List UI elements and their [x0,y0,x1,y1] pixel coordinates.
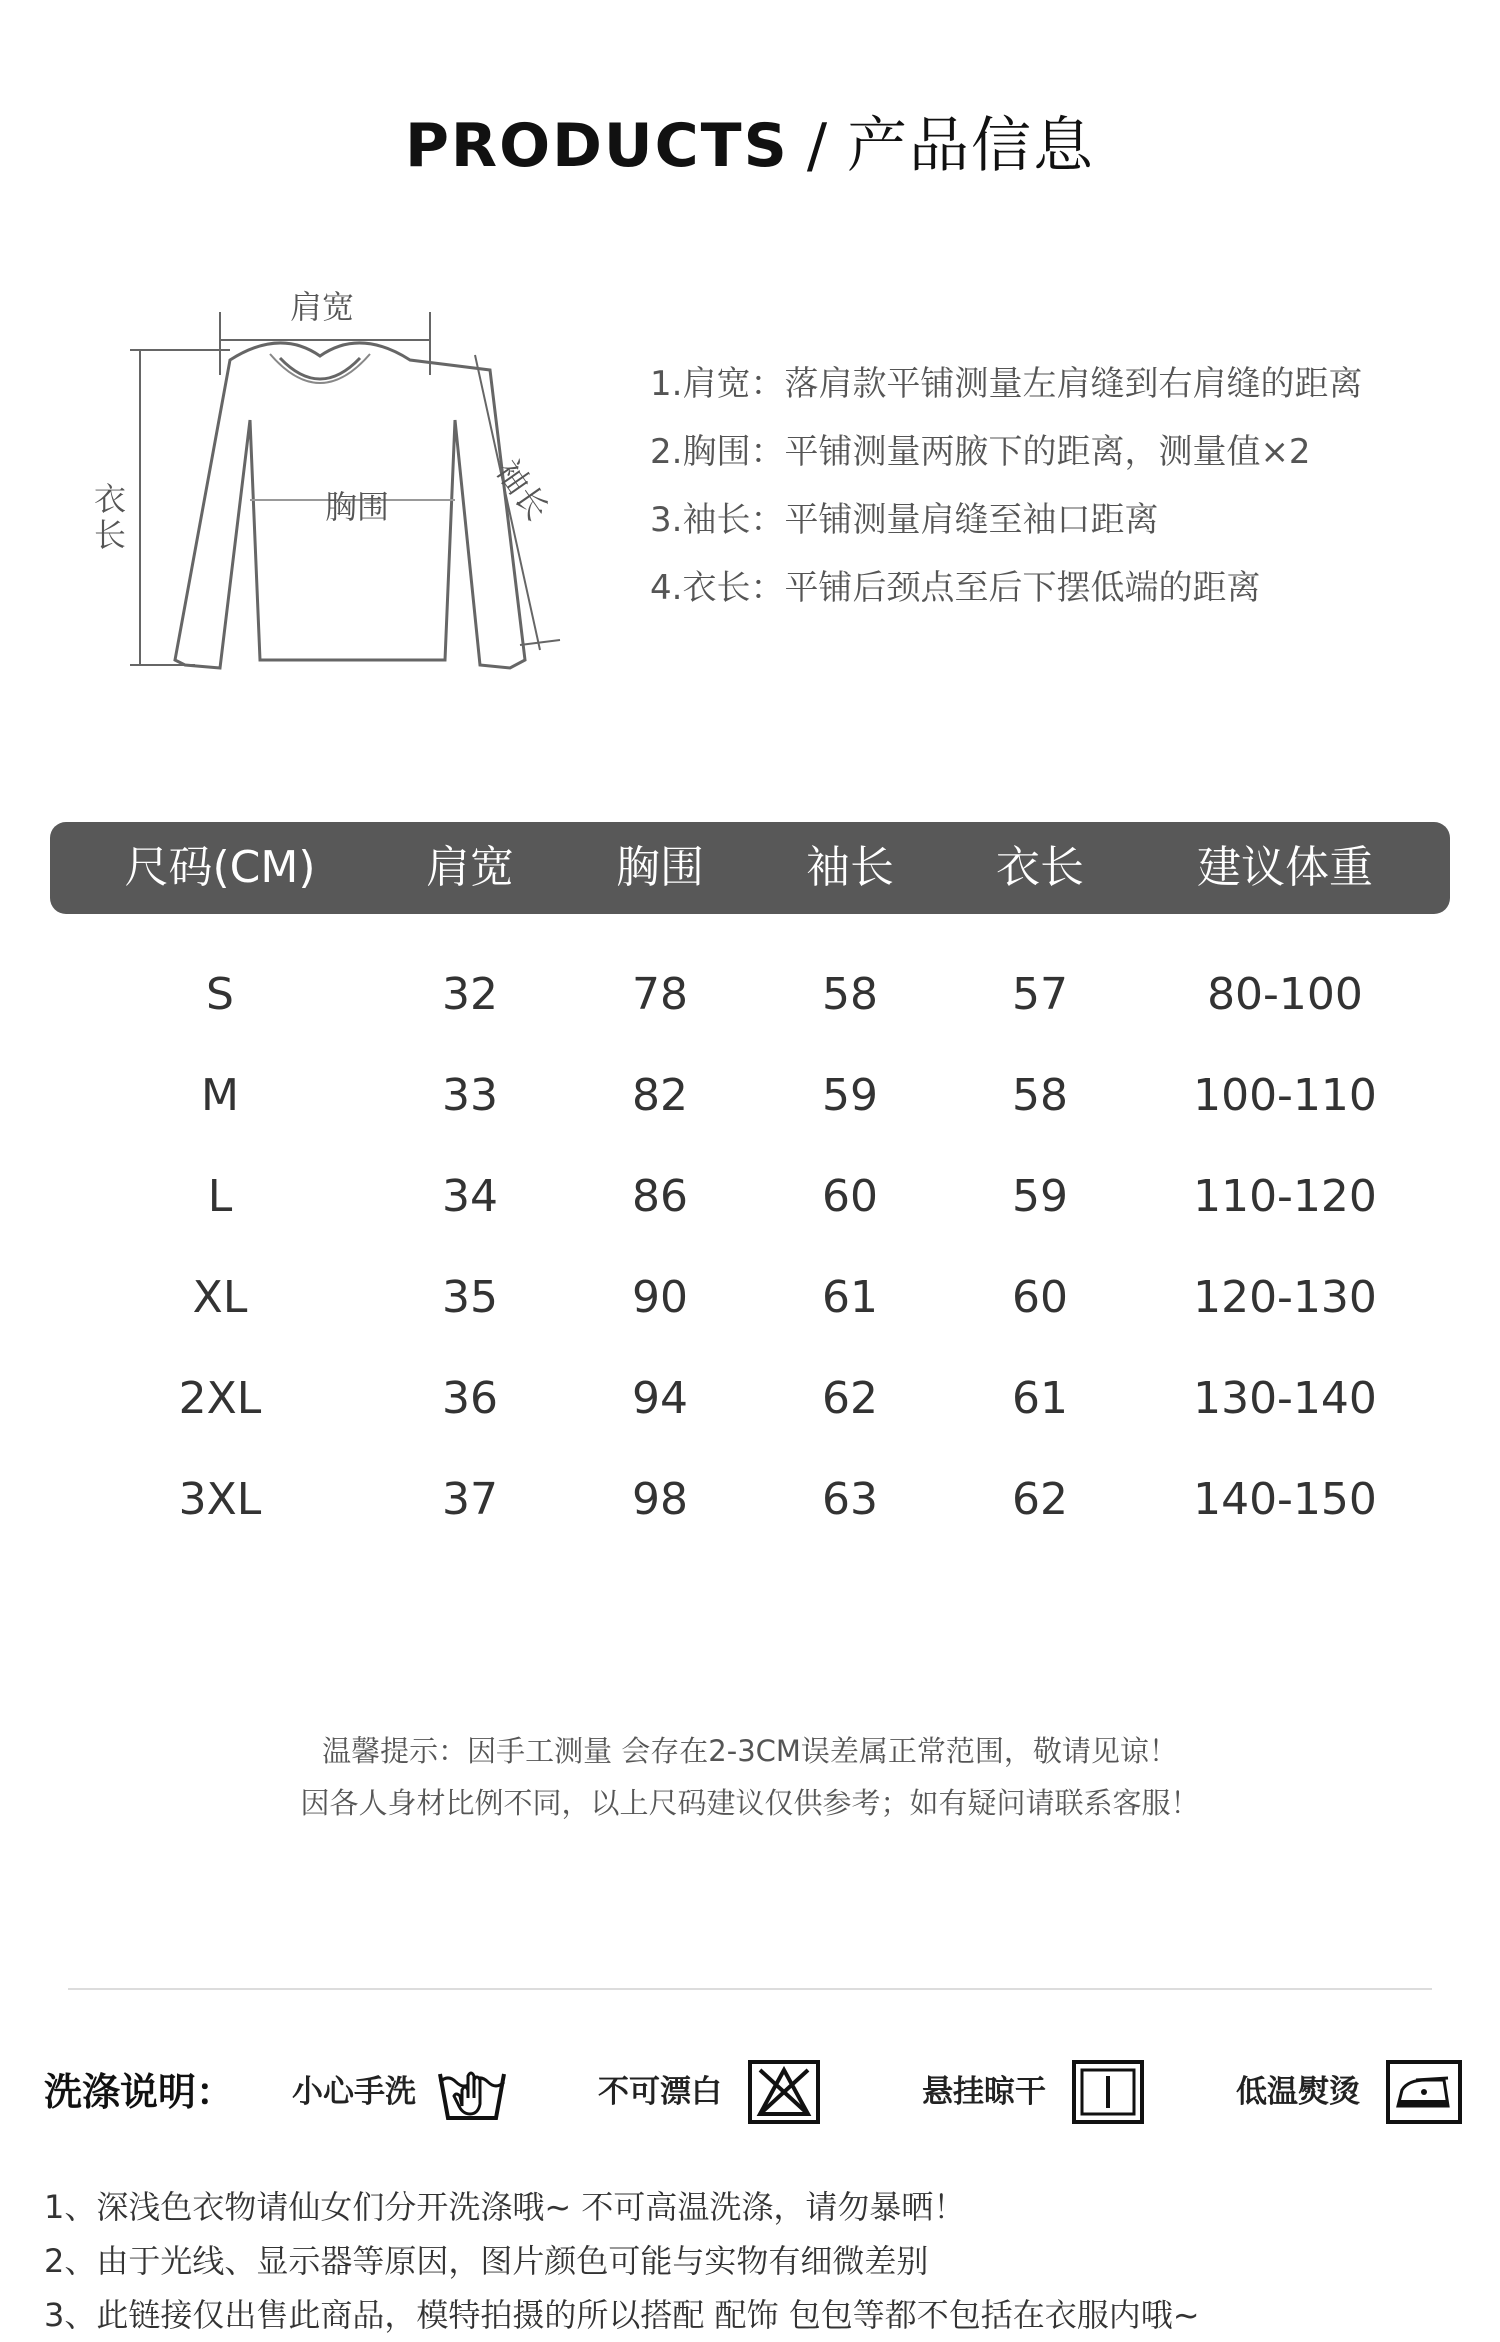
size-table-header [50,822,1450,914]
cell-shoulder: 36 [442,1373,498,1424]
cell-size: XL [192,1272,248,1323]
shoulder-width-label: 肩宽 [290,288,355,326]
cell-weight: 140-150 [1193,1474,1377,1525]
cell-chest: 94 [632,1373,688,1424]
title-chinese: 产品信息 [847,111,1096,181]
cell-sleeve: 62 [822,1373,878,1424]
header-shoulder: 肩宽 [426,842,514,893]
no-bleach-icon [748,2060,820,2124]
page-title [0,98,1500,184]
cell-shoulder: 32 [442,969,498,1020]
tip-line: 温馨提示：因手工测量 会存在2-3CM误差属正常范围，敬请见谅！ [322,1734,1178,1768]
cell-shoulder: 34 [442,1171,498,1222]
garment-measurement-diagram [80,270,600,690]
tip-line: 因各人身材比例不同，以上尺码建议仅供参考；如有疑问请联系客服！ [300,1786,1200,1820]
care-label: 小心手洗 [292,2074,416,2110]
header-sleeve: 袖长 [806,842,894,893]
cell-size: 2XL [178,1373,262,1424]
body-length-label-top: 衣 [94,480,127,518]
header-chest: 胸围 [616,842,704,893]
section-divider [68,1988,1432,1990]
care-note: 3、此链接仅出售此商品，模特拍摄的所以搭配 配饰 包包等都不包括在衣服内哦~ [44,2296,1200,2334]
cell-weight: 100-110 [1193,1070,1377,1121]
cell-length: 60 [1012,1272,1068,1323]
cell-length: 58 [1012,1070,1068,1121]
chest-label: 胸围 [325,488,390,526]
table-row [0,1450,1500,1550]
hand-wash-icon [434,2060,510,2124]
title-english: PRODUCTS [404,111,789,181]
table-row [0,945,1500,1045]
care-label: 不可漂白 [598,2074,722,2110]
cell-length: 59 [1012,1171,1068,1222]
measurement-notes [650,350,1470,622]
table-row [0,1248,1500,1348]
care-label: 低温熨烫 [1236,2074,1360,2110]
header-size: 尺码(CM) [124,842,316,893]
sweater-outline-illustration [80,270,600,690]
cell-weight: 130-140 [1193,1373,1377,1424]
cell-length: 61 [1012,1373,1068,1424]
cell-shoulder: 33 [442,1070,498,1121]
cell-weight: 80-100 [1207,969,1363,1020]
cell-chest: 90 [632,1272,688,1323]
title-separator: / [806,111,830,181]
table-row [0,1349,1500,1449]
measurement-note: 4.衣长：平铺后颈点至后下摆低端的距离 [650,568,1261,608]
care-title: 洗涤说明： [44,2070,235,2114]
cell-sleeve: 63 [822,1474,878,1525]
care-note: 2、由于光线、显示器等原因，图片颜色可能与实物有细微差别 [44,2242,929,2280]
cell-length: 57 [1012,969,1068,1020]
cell-shoulder: 35 [442,1272,498,1323]
hang-dry-icon [1072,2060,1144,2124]
header-length: 衣长 [996,842,1084,893]
cell-size: L [207,1171,233,1222]
cell-size: 3XL [178,1474,262,1525]
table-row [0,1147,1500,1247]
cell-sleeve: 58 [822,969,878,1020]
measurement-note: 2.胸围：平铺测量两腋下的距离，测量值×2 [650,432,1311,472]
sleeve-length-label: 袖长 [488,452,557,528]
care-label: 悬挂晾干 [922,2074,1046,2110]
measurement-note: 3.袖长：平铺测量肩缝至袖口距离 [650,500,1159,540]
cell-size: S [206,969,234,1020]
measurement-tips [0,1725,1500,1829]
cell-chest: 86 [632,1171,688,1222]
measurement-note: 1.肩宽：落肩款平铺测量左肩缝到右肩缝的距离 [650,364,1363,404]
cell-chest: 82 [632,1070,688,1121]
cell-length: 62 [1012,1474,1068,1525]
cell-size: M [201,1070,239,1121]
cell-weight: 110-120 [1193,1171,1377,1222]
cell-sleeve: 60 [822,1171,878,1222]
cell-weight: 120-130 [1193,1272,1377,1323]
body-length-label-bottom: 长 [94,516,127,554]
low-iron-icon [1386,2060,1462,2124]
care-note: 1、深浅色衣物请仙女们分开洗涤哦~ 不可高温洗涤，请勿暴晒！ [44,2188,966,2226]
cell-sleeve: 59 [822,1070,878,1121]
care-notes [44,2180,1464,2342]
cell-chest: 98 [632,1474,688,1525]
table-row [0,1046,1500,1146]
cell-shoulder: 37 [442,1474,498,1525]
header-weight: 建议体重 [1197,842,1373,893]
cell-sleeve: 61 [822,1272,878,1323]
cell-chest: 78 [632,969,688,1020]
care-instructions [0,2052,1500,2132]
